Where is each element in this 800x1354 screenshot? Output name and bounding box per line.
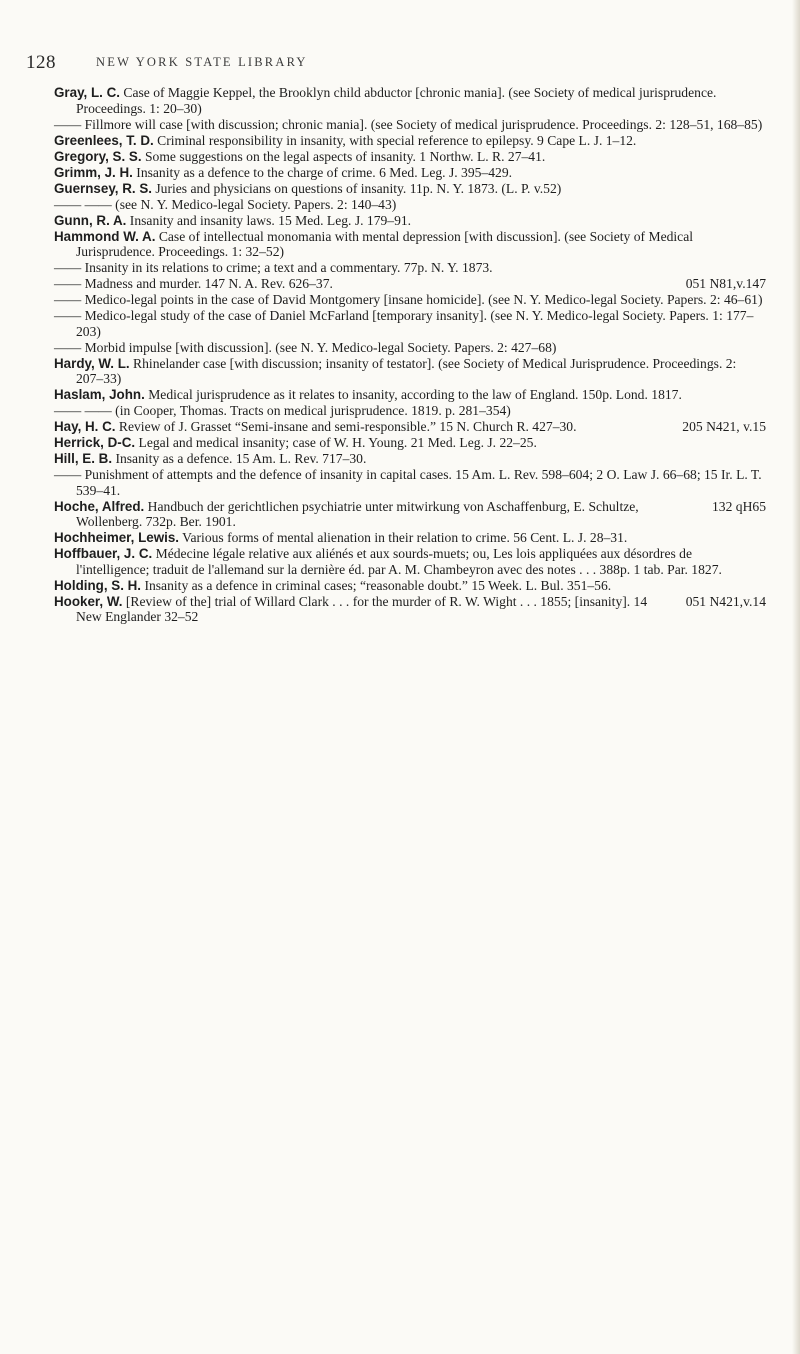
bibliography-entry [54,467,766,498]
running-head: NEW YORK STATE LIBRARY [96,55,308,69]
bibliography-entry [54,530,766,546]
bibliography-entry [54,165,766,181]
bibliography-entry [54,594,766,625]
author-name: Hoffbauer, J. C. [54,546,153,561]
entry-text: Handbuch der gerichtlichen psychiatrie unter mitwirkung von Aschaffenburg, E. Schultze, Wollenberg. 732p. Ber. 1901. [76,498,639,529]
author-name: Gray, L. C. [54,85,120,100]
bibliography-entry [54,499,766,530]
author-name: Greenlees, T. D. [54,132,154,148]
entry-text: Insanity as a defence to the charge of crime. 6 Med. Leg. J. 395–429. [132,164,513,180]
page-number: 128 [26,52,56,73]
ditto-dash: —— [54,339,82,355]
author-name: Hardy, W. L. [54,355,130,371]
bibliography-entry [54,308,766,339]
bibliography-entry [54,419,766,435]
call-number: 205 N421, v.15 [682,419,766,434]
ditto-dash: —— [54,308,82,323]
bibliography-entry [54,356,766,387]
entry-text: Insanity as a defence. 15 Am. L. Rev. 717–30. [112,451,367,466]
bibliography-entry [54,451,766,467]
bibliography-entry [54,292,766,308]
author-name: Guernsey, R. S. [54,180,152,196]
entry-text: Insanity and insanity laws. 15 Med. Leg. J. 179–91. [126,212,412,228]
bibliography-entry [54,387,766,403]
entry-text: Punishment of attempts and the defence of insanity in capital cases. 15 Am. L. Rev. 598–604; 2 O. Law J. 66–68; 15 Ir. L. T. 539–41. [76,467,762,498]
bibliography-entry [54,546,766,577]
page-edge-shadow [792,0,800,1354]
entry-text: Juries and physicians on questions of insanity. 11p. N. Y. 1873. (L. P. v.52) [151,180,562,196]
call-number: 051 N81,v.147 [685,276,766,291]
entry-text: Some suggestions on the legal aspects of insanity. 1 Northw. L. R. 27–41. [141,148,546,164]
bibliography-entry [54,340,766,356]
entry-text: Criminal responsibility in insanity, with special reference to epilepsy. 9 Cape L. J. 1–12. [153,132,637,148]
author-name: Hochheimer, Lewis. [54,530,180,545]
entry-text: Medical jurisprudence as it relates to insanity, according to the law of England. 150p. Lond. 1817. [144,387,682,402]
entry-text: Fillmore will case [with discussion; chronic mania]. (see Society of medical jurisprudence. Proceedings. 2: 128–51, 168–85) [81,116,763,132]
ditto-dash: —— —— [54,403,112,418]
bibliography-entry [54,197,766,213]
bibliography-entry [54,117,766,133]
entry-text: Rhinelander case [with discussion; insanity of testator]. (see Society of Medical Jurisprudence. Proceedings. 2: 207–33) [76,355,737,386]
entry-text: Médecine légale relative aux aliénés et aux sourds-muets; ou, Les lois appliquées aux désordres de l'intelligence; traduit de l'allemand sur la dernière éd. par A. M. Chambeyron avec des notes . . . 388p. 1 tab. Par. 1827. [76,546,722,577]
entry-text: (see N. Y. Medico-legal Society. Papers. 2: 140–43) [111,196,397,212]
ditto-dash: —— [54,292,82,307]
bibliography-entry [54,276,766,292]
call-number: 051 N421,v.14 [685,593,766,609]
entry-text: Review of J. Grasset “Semi-insane and semi-responsible.” 15 N. Church R. 427–30. [115,419,577,434]
entry-text: Case of Maggie Keppel, the Brooklyn child abductor [chronic mania]. (see Society of medical jurisprudence. Proceedings. 1: 20–30) [76,85,717,116]
author-name: Gunn, R. A. [54,212,127,228]
entry-text: Medico-legal points in the case of David Montgomery [insane homicide]. (see N. Y. Medico-legal Society. Papers. 2: 46–61) [81,292,763,307]
entry-text: Madness and murder. 147 N. A. Rev. 626–37. [81,276,333,291]
bibliography-entry [54,260,766,276]
bibliography-entry [54,578,766,594]
author-name: Hooker, W. [54,593,123,609]
author-name: Hammond W. A. [54,228,156,244]
bibliography-entry [54,85,766,116]
ditto-dash: —— [54,260,82,275]
bibliography-entry [54,149,766,165]
entry-text: Case of intellectual monomania with mental depression [with discussion]. (see Society of Medical Jurisprudence. Proceedings. 1: 32–52) [76,228,694,259]
entry-text: Legal and medical insanity; case of W. H. Young. 21 Med. Leg. J. 22–25. [135,435,537,450]
ditto-dash: —— [54,467,82,482]
author-name: Hay, H. C. [54,419,116,434]
bibliography-entry [54,213,766,229]
page-header [26,52,766,74]
bibliography-entry [54,181,766,197]
ditto-dash: —— —— [54,196,112,212]
author-name: Gregory, S. S. [54,148,142,164]
ditto-dash: —— [54,276,82,291]
bibliography-list [54,85,766,625]
call-number: 132 qH65 [712,498,766,514]
entry-text: (in Cooper, Thomas. Tracts on medical jurisprudence. 1819. p. 281–354) [111,403,511,418]
author-name: Grimm, J. H. [54,164,133,180]
entry-text: Insanity in its relations to crime; a text and a commentary. 77p. N. Y. 1873. [81,260,493,275]
entry-text: Morbid impulse [with discussion]. (see N. Y. Medico-legal Society. Papers. 2: 427–68) [81,339,557,355]
bibliography-entry [54,133,766,149]
bibliography-entry [54,403,766,419]
author-name: Hill, E. B. [54,451,113,466]
entry-text: Various forms of mental alienation in their relation to crime. 56 Cent. L. J. 28–31. [179,530,628,545]
bibliography-entry [54,435,766,451]
author-name: Herrick, D-C. [54,435,136,450]
ditto-dash: —— [54,116,82,132]
author-name: Holding, S. H. [54,577,142,593]
author-name: Haslam, John. [54,387,145,402]
author-name: Hoche, Alfred. [54,498,145,514]
entry-text: Insanity as a defence in criminal cases; “reasonable doubt.” 15 Week. L. Bul. 351–56. [141,577,612,593]
entry-text: [Review of the] trial of Willard Clark . . . for the murder of R. W. Wight . . . 1855; [insanity]. 14 New Englander 32–52 [76,593,648,624]
bibliography-entry [54,229,766,260]
entry-text: Medico-legal study of the case of Daniel McFarland [temporary insanity]. (see N. Y. Medico-legal Society. Papers. 1: 177–203) [76,308,754,339]
